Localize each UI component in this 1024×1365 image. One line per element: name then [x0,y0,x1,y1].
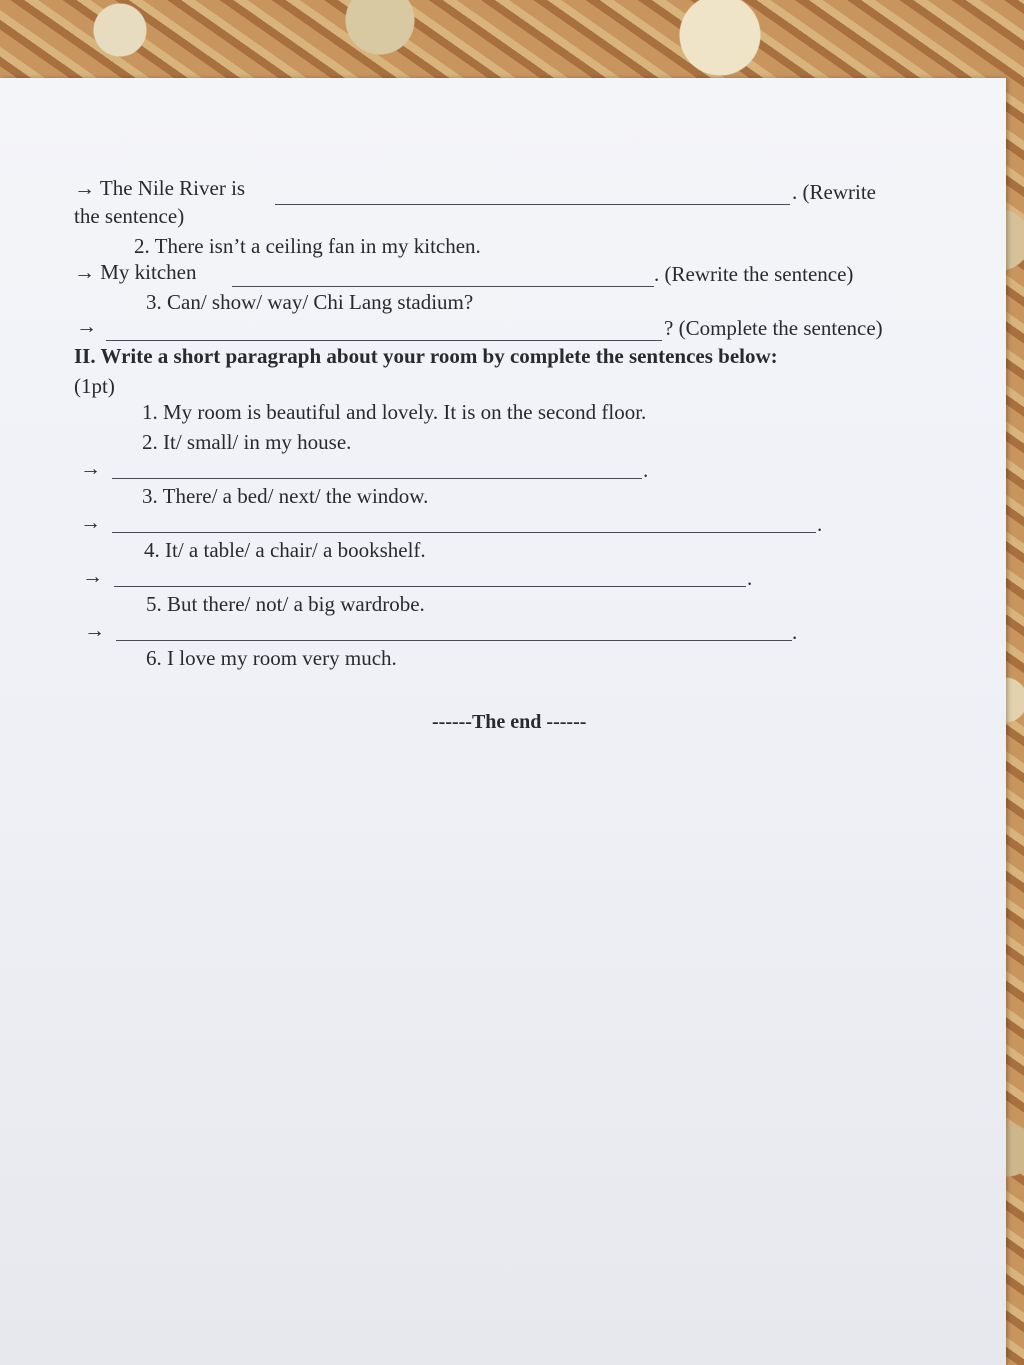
item-number: 3. [142,484,158,508]
item-text: My room is beautiful and lovely. It is on the second floor. [163,400,647,424]
answer-blank[interactable] [106,340,662,341]
rewrite-1-line [74,176,245,200]
arrow-icon: → [74,176,95,200]
section-2-points: (1pt) [74,374,115,398]
item-number: 5. [146,592,162,616]
item-2-suffix: . (Rewrite the sentence) [654,262,854,286]
answer-blank[interactable] [112,478,642,479]
worksheet-page [0,78,1006,1365]
paragraph-item [146,592,425,616]
item-text: There/ a bed/ next/ the window. [162,484,429,508]
section-2-heading: II. Write a short paragraph about your room by complete the sentences below: [74,344,778,368]
item-number: 6. [146,646,162,670]
arrow-icon: → [80,510,101,534]
item-number: 2. [134,234,150,258]
item-text: But there/ not/ a big wardrobe. [167,592,425,616]
the-end-footer: ------The end ------ [432,711,587,733]
item-number: 2. [142,430,158,454]
answer-blank[interactable] [114,586,746,587]
item-3-prompt [146,290,473,314]
paragraph-item [142,400,646,424]
item-3-arrow [76,314,97,338]
item-text: It/ a table/ a chair/ a bookshelf. [165,538,426,562]
item-number: 1. [142,400,158,424]
arrow-icon: → [76,314,97,338]
sentence-end: . [792,620,798,644]
answer-blank[interactable] [232,286,654,287]
item-2-prompt [134,234,481,258]
item-3-suffix: ? (Complete the sentence) [664,316,883,340]
answer-blank[interactable] [116,640,792,641]
arrow-icon: → [84,618,105,642]
paragraph-item [144,538,426,562]
item-number: 3. [146,290,162,314]
item-text: I love my room very much. [167,646,397,670]
arrow-icon: → [82,564,103,588]
item-text: It/ small/ in my house. [163,430,352,454]
paragraph-item [142,430,351,454]
item-text: There isn’t a ceiling fan in my kitchen. [154,234,481,258]
item-number: 4. [144,538,160,562]
paragraph-item [142,484,428,508]
arrow-icon: → [74,260,95,284]
sentence-end: . [747,566,753,590]
rewrite-1-suffix: . (Rewrite [792,180,876,204]
answer-blank[interactable] [275,204,790,205]
answer-blank[interactable] [112,532,816,533]
item-text: Can/ show/ way/ Chi Lang stadium? [167,290,474,314]
item-2-prefix: My kitchen [100,260,197,284]
sentence-end: . [817,512,823,536]
arrow-icon: → [80,456,101,480]
paragraph-item [146,646,397,670]
item-2-answer-line [74,260,196,284]
rewrite-1-continued: the sentence) [74,204,185,228]
rewrite-1-prefix: The Nile River is [99,176,246,200]
sentence-end: . [643,458,649,482]
